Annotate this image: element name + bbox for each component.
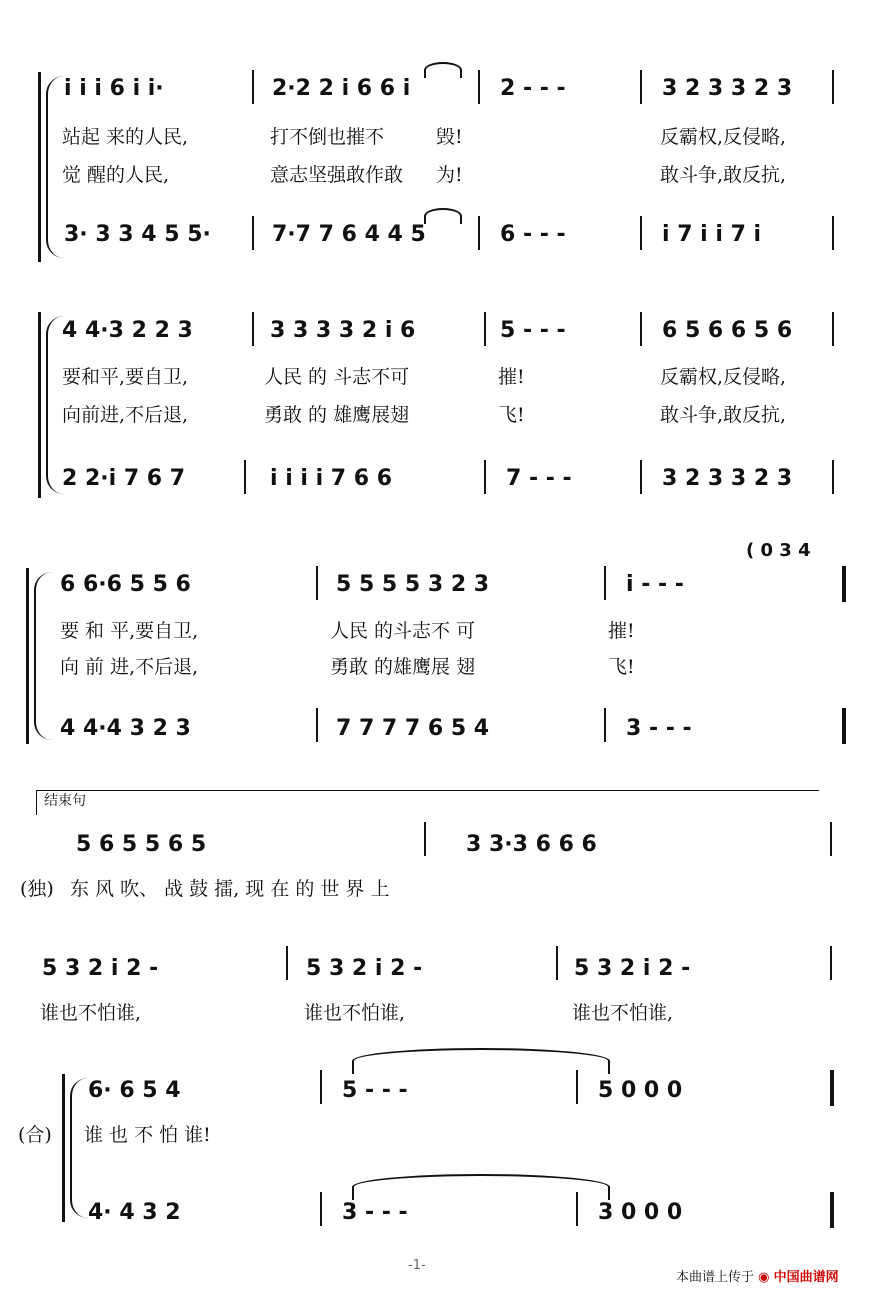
measure-notes: 5 3 2 i 2 -: [574, 956, 691, 981]
ending-box: [36, 790, 819, 815]
tutti-upper-line: [0, 1078, 870, 1108]
barline: [640, 460, 642, 494]
solo-marker: (独): [20, 878, 54, 900]
solo-notes-line: [0, 832, 870, 862]
site-logo-icon: ◉: [758, 1270, 770, 1285]
barline: [424, 822, 426, 856]
tutti-lower-line: [0, 1200, 870, 1230]
lyric: 站起 来的人民,: [62, 126, 189, 148]
lyric: 勇敢 的 雄鹰展翅: [264, 404, 410, 426]
barline: [640, 216, 642, 250]
measure-notes: 5 - - -: [342, 1078, 408, 1103]
pickup-notes: ( 0 3 4: [746, 540, 811, 561]
credit-text: 本曲谱上传于: [676, 1270, 755, 1285]
measure-notes: 3 0 0 0: [598, 1200, 683, 1225]
lower-voice-line: [0, 716, 870, 746]
lyric: 向前进,不后退,: [62, 404, 189, 426]
barline: [640, 70, 642, 104]
solo-lyric-line: [0, 874, 870, 904]
measure-notes: 5 - - -: [500, 318, 566, 343]
lyric: 谁也不怕谁,: [304, 1002, 406, 1024]
measure-notes: 3 3 3 3 2 i 6: [270, 318, 416, 343]
lyric-line-1: [0, 122, 870, 152]
lyric: 打不倒也摧不: [270, 126, 385, 148]
measure-notes: 3 2 3 3 2 3: [662, 466, 793, 491]
lyric: 飞!: [608, 656, 635, 678]
barline: [320, 1192, 322, 1226]
measure-notes: 6· 6 5 4: [88, 1078, 181, 1103]
barline: [832, 460, 834, 494]
barline: [604, 708, 606, 742]
page-number: -1-: [408, 1258, 426, 1273]
lyric-line-2: [0, 652, 870, 682]
barline: [640, 312, 642, 346]
measure-notes: 3· 3 3 4 5 5·: [64, 222, 211, 247]
measure-notes: 3 2 3 3 2 3: [662, 76, 793, 101]
tie-slur: [352, 1048, 610, 1074]
lyric: 人民 的 斗志不可: [264, 366, 410, 388]
barline: [478, 216, 480, 250]
lower-voice-line: [0, 466, 870, 496]
barline: [556, 946, 558, 980]
measure-notes: 2·2 2 i 6 6 i: [272, 76, 411, 101]
lyric: 向 前 进,不后退,: [60, 656, 199, 678]
lyric: 飞!: [498, 404, 525, 426]
measure-notes: 4 4·4 3 2 3: [60, 716, 191, 741]
barline: [320, 1070, 322, 1104]
lyric: 勇敢 的雄鹰展 翅: [330, 656, 476, 678]
upper-voice-line: [0, 572, 870, 602]
lyric: 反霸权,反侵略,: [660, 366, 787, 388]
barline: [484, 312, 486, 346]
lyric: 要 和 平,要自卫,: [60, 620, 199, 642]
lyric: 敢斗争,敢反抗,: [660, 404, 787, 426]
barline: [244, 460, 246, 494]
repeat-barline: [842, 566, 846, 602]
refrain-lyric-line: [0, 998, 870, 1028]
measure-notes: 2 2·i 7 6 7: [62, 466, 186, 491]
lyric: 东 风 吹、 战 鼓 擂, 现 在 的 世 界 上: [70, 878, 390, 900]
lyric-line-1: [0, 616, 870, 646]
barline: [832, 312, 834, 346]
lyric: 为!: [436, 164, 463, 186]
ending-label: 结束句: [44, 793, 86, 809]
measure-notes: i i i 6 i i·: [64, 76, 164, 101]
lyric-line-2: [0, 160, 870, 190]
measure-notes: i - - -: [626, 572, 684, 597]
lower-voice-line: [0, 222, 870, 252]
barline: [286, 946, 288, 980]
measure-notes: 7·7 7 6 4 4 5: [272, 222, 426, 247]
measure-notes: 3 3·3 6 6 6: [466, 832, 597, 857]
final-barline: [830, 1070, 834, 1106]
lyric: 谁 也 不 怕 谁!: [84, 1124, 211, 1146]
repeat-barline: [842, 708, 846, 744]
barline: [484, 460, 486, 494]
measure-notes: 5 3 2 i 2 -: [42, 956, 159, 981]
tie-slur: [424, 208, 462, 224]
tutti-marker: (合): [18, 1124, 52, 1146]
barline: [832, 70, 834, 104]
barline: [604, 566, 606, 600]
final-barline: [830, 1192, 834, 1228]
barline: [252, 70, 254, 104]
measure-notes: 6 - - -: [500, 222, 566, 247]
barline: [316, 708, 318, 742]
measure-notes: 5 0 0 0: [598, 1078, 683, 1103]
upload-credit: [676, 1266, 839, 1285]
measure-notes: 7 - - -: [506, 466, 572, 491]
barline: [832, 216, 834, 250]
lyric: 人民 的斗志不 可: [330, 620, 476, 642]
tutti-lyric-line: [0, 1120, 870, 1150]
measure-notes: 4 4·3 2 2 3: [62, 318, 193, 343]
lyric: 摧!: [608, 620, 635, 642]
tie-slur: [424, 62, 462, 78]
lyric: 意志坚强敢作敢: [270, 164, 404, 186]
measure-notes: 3 - - -: [342, 1200, 408, 1225]
lyric-line-2: [0, 400, 870, 430]
measure-notes: 4· 4 3 2: [88, 1200, 181, 1225]
barline: [316, 566, 318, 600]
lyric: 谁也不怕谁,: [40, 1002, 142, 1024]
tie-slur: [352, 1174, 610, 1200]
measure-notes: i 7 i i 7 i: [662, 222, 762, 247]
barline: [576, 1192, 578, 1226]
barline: [830, 946, 832, 980]
measure-notes: 5 3 2 i 2 -: [306, 956, 423, 981]
lyric: 毁!: [436, 126, 463, 148]
lyric: 要和平,要自卫,: [62, 366, 189, 388]
measure-notes: 5 6 5 5 6 5: [76, 832, 207, 857]
barline: [478, 70, 480, 104]
lyric: 谁也不怕谁,: [572, 1002, 674, 1024]
measure-notes: 6 5 6 6 5 6: [662, 318, 793, 343]
lyric: 觉 醒的人民,: [62, 164, 170, 186]
measure-notes: i i i i 7 6 6: [270, 466, 393, 491]
measure-notes: 3 - - -: [626, 716, 692, 741]
lyric: 敢斗争,敢反抗,: [660, 164, 787, 186]
site-brand: 中国曲谱网: [773, 1270, 839, 1285]
measure-notes: 7 7 7 7 6 5 4: [336, 716, 490, 741]
barline: [576, 1070, 578, 1104]
upper-voice-line: [0, 318, 870, 348]
measure-notes: 5 5 5 5 3 2 3: [336, 572, 490, 597]
upper-voice-line: [0, 76, 870, 106]
measure-notes: 2 - - -: [500, 76, 566, 101]
lyric: 反霸权,反侵略,: [660, 126, 787, 148]
measure-notes: 6 6·6 5 5 6: [60, 572, 191, 597]
refrain-notes-line: [0, 956, 870, 986]
barline: [252, 216, 254, 250]
barline: [830, 822, 832, 856]
lyric: 摧!: [498, 366, 525, 388]
barline: [252, 312, 254, 346]
lyric-line-1: [0, 362, 870, 392]
